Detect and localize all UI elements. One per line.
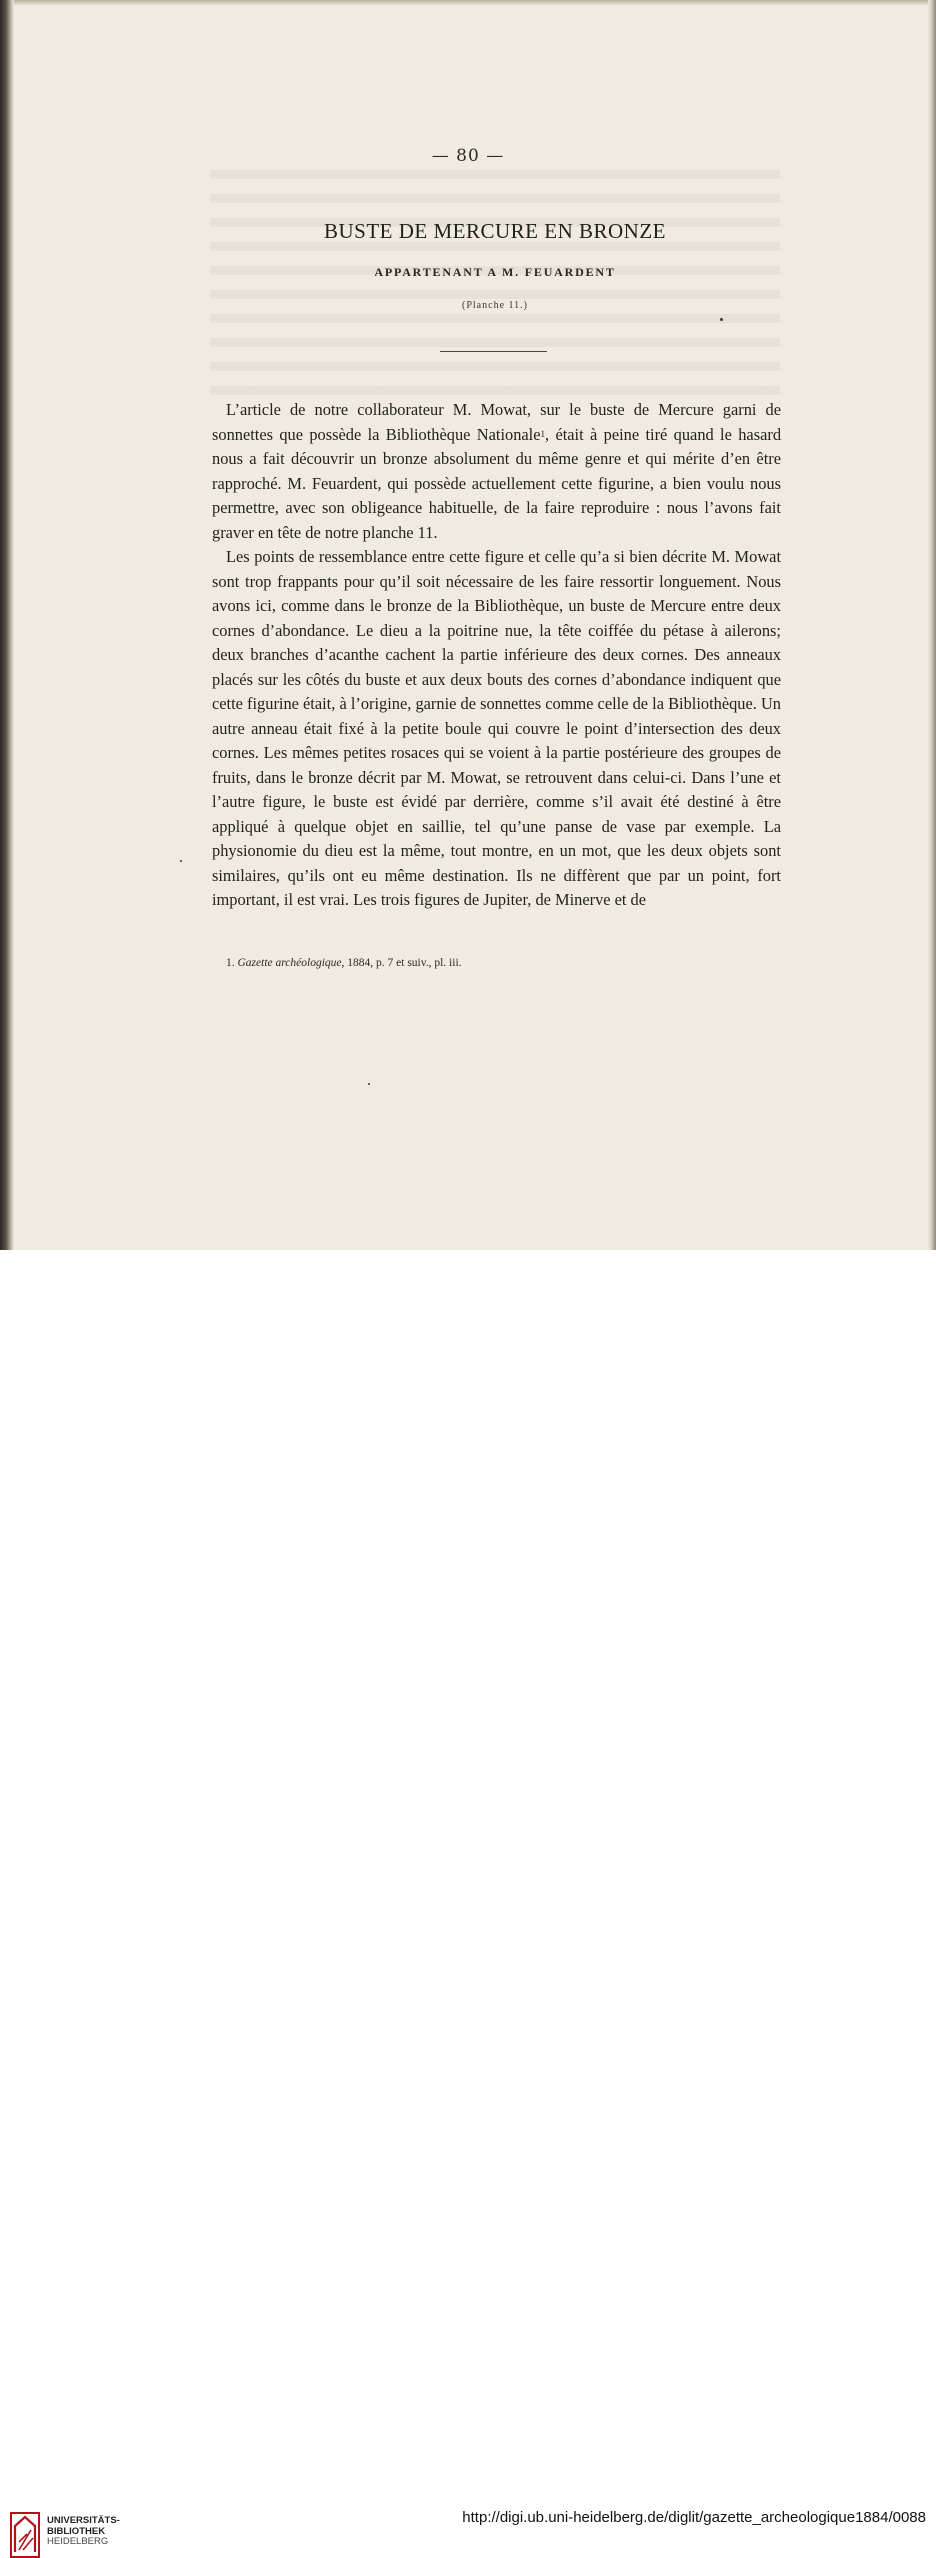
footnote (226, 957, 782, 969)
article-subtitle: APPARTENANT A M. FEUARDENT (374, 265, 616, 279)
paper-speck (720, 318, 723, 321)
page-left-edge (0, 0, 14, 1250)
scanned-page (0, 0, 936, 1250)
article-body (212, 398, 781, 913)
footnote-details: , 1884, p. 7 et suiv., pl. iii. (341, 957, 462, 969)
footnote-number: 1. (226, 957, 235, 969)
viewer-footer (0, 1250, 936, 2547)
footnote-publication: Gazette archéologique (237, 957, 342, 969)
library-name-line-2: BIBLIOTHEK (47, 2525, 106, 2537)
paragraph-1-text-b: , était à peine tiré quand le hasard nous a fait découvrir un bronze absolument du même genre et qui mérite d’en être rapproché. M. Feuardent, qui possède actuellement cette figurine, a bien voulu nous permettre, avec son obligeance habituelle, de la faire reproduire : nous l’avons fait graver en tête de notre planche 11. (212, 424, 782, 542)
page-top-edge (0, 0, 936, 6)
library-name-line-3: HEIDELBERG (47, 2536, 109, 2547)
library-name-line-1: UNIVERSITÄTS- (47, 2515, 120, 2526)
paragraph-1 (212, 398, 781, 545)
article-title: BUSTE DE MERCURE EN BRONZE (323, 219, 666, 243)
university-library-logo-icon (10, 2512, 40, 2558)
plate-reference: (Planche 11.) (462, 300, 528, 311)
paragraph-2: Les points de ressemblance entre cette figure et celle qu’a si bien décrite M. Mowat sont trop frappants pour qu’il soit nécessaire de les faire ressortir longuement. Nous avons ici, comme dans le bronze de la Bibliothèque, un buste de Mercure entre deux cornes d’abondance. Le dieu a la poitrine nue, la tête coiffée du pétase à ailerons; deux branches d’acanthe cachent la partie inférieure des deux cornes. Des anneaux placés sur les côtés du buste et aux deux bouts des cornes d’abondance indiquent que cette figurine était, à l’origine, garnie de sonnettes comme celle de la Bibliothèque. Un autre anneau était fixé à la petite boule qui couvre le point d’intersection des deux cornes. Les mêmes petites rosaces qui se voient à la partie postérieure des groupes de fruits, dans le bronze décrit par M. Mowat, se retrouvent dans celui-ci. Dans l’une et l’autre figure, le buste est évidé par derrière, comme s’il avait été destiné à être appliqué à quelque objet en saillie, tel qu’une panse de vase par exemple. La physionomie du dieu est la même, tout montre, en un mot, que les deux objets sont similaires, qu’ils ont eu même destination. Ils ne diffèrent que par un point, fort important, il est vrai. Les trois figures de Jupiter, de Minerve et de (212, 547, 781, 909)
source-url-link[interactable]: http://digi.ub.uni-heidelberg.de/diglit/gazette_archeologique1884/0088 (462, 2509, 926, 2526)
page-number: — 80 — (431, 146, 505, 166)
title-divider (440, 351, 547, 352)
library-name (47, 2516, 120, 2548)
show-through-bleed (210, 170, 780, 400)
footnote-marker: 1 (540, 428, 546, 439)
paper-speck (180, 860, 182, 862)
page-right-edge (928, 0, 936, 1250)
paragraph-1-text-a: L’article de notre collaborateur M. Mowat, sur le buste de Mercure garni de sonnettes que possède la Bibliothèque Nationale (212, 400, 781, 444)
paper-speck (368, 1083, 370, 1085)
